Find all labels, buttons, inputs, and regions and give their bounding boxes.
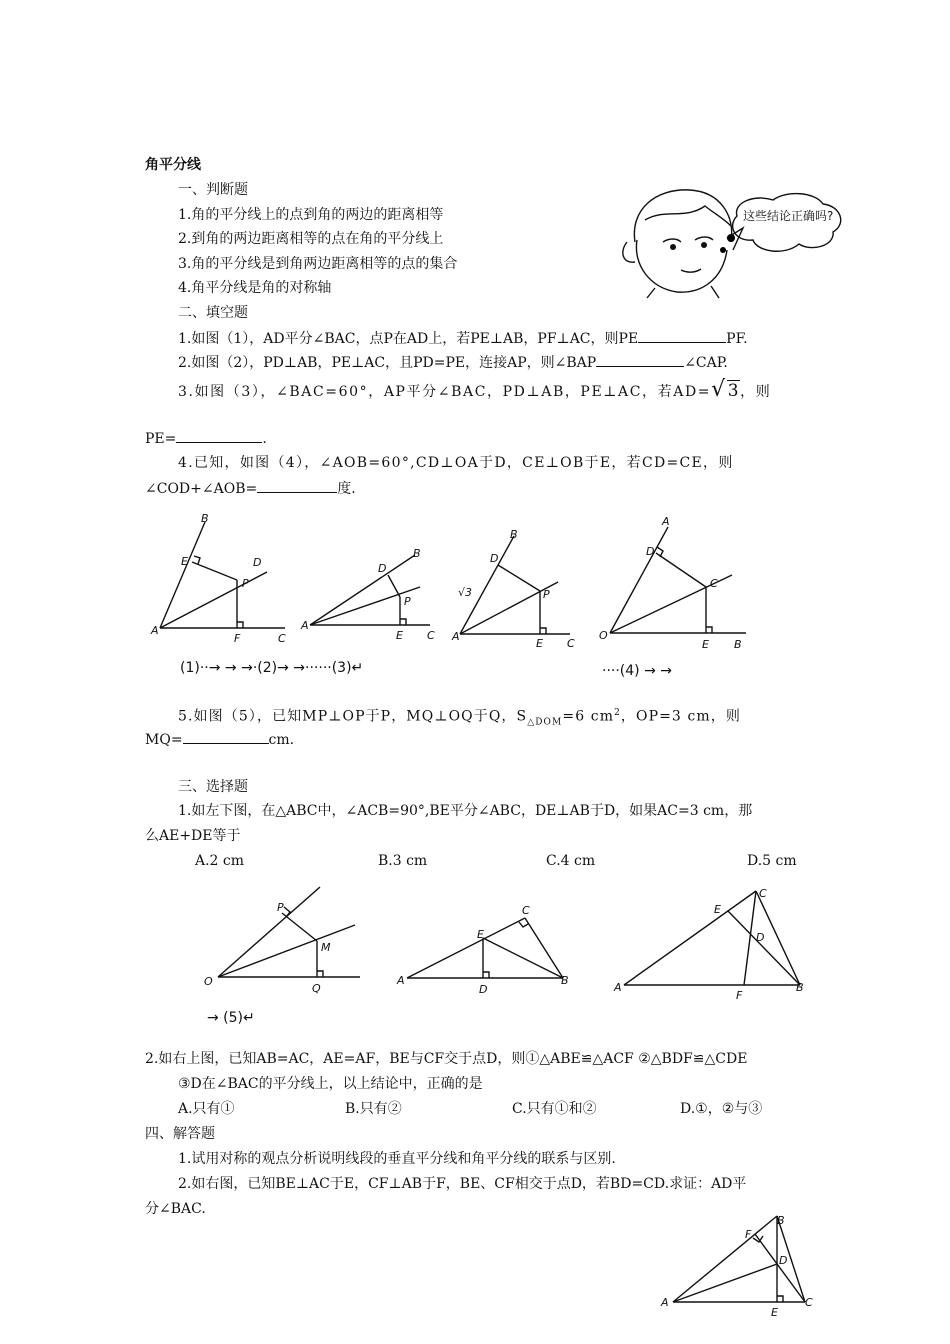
fill-q1: [178, 328, 748, 349]
choice-q2-option-c[interactable]: C.只有①和②: [512, 1101, 597, 1117]
fig1-label-F: F: [234, 632, 241, 645]
fig1-label-A: A: [151, 624, 159, 637]
tri1-label-C: C: [522, 904, 530, 917]
choice-q2-line2: ③D在∠BAC的平分线上，以上结论中，正确的是: [178, 1076, 483, 1092]
fill-q1-blank[interactable]: [638, 328, 726, 343]
fill-q5-line2: [145, 729, 294, 750]
section-2-heading: 二、填空题: [178, 305, 248, 321]
fill-q3-end: .: [262, 431, 267, 447]
figure-triangle-abc: [610, 885, 810, 1000]
sec1-item-3: 3.角的平分线是到角两边距离相等的点的集合: [178, 256, 458, 272]
answer-q2-line1: 2.如右图，已知BE⊥AC于E，CF⊥AB于F，BE、CF相交于点D，若BD=CD.求证：AD平: [178, 1176, 747, 1192]
fig3-label-B: B: [510, 528, 518, 541]
cartoon-figure-illustration: [615, 180, 855, 300]
fill-q3-blank[interactable]: [176, 428, 262, 443]
tri1-label-A: A: [397, 974, 405, 987]
fig4-label-D: D: [646, 545, 655, 558]
sec1-item-2: 2.到角的两边距离相等的点在角的平分线上: [178, 231, 444, 247]
fig4-label-O: O: [599, 629, 608, 642]
fill-q3: [178, 377, 772, 402]
tri2-label-D: D: [756, 931, 765, 944]
fill-q4-line2: [145, 478, 356, 499]
choice-q2-option-a[interactable]: A.只有①: [178, 1101, 235, 1117]
fig-caption-5: → (5)↵: [207, 1010, 255, 1026]
fig-caption-1-3: (1)··→ → →·(2)→ →······(3)↵: [180, 660, 364, 676]
choice-q1-option-b[interactable]: B.3 cm: [378, 853, 428, 869]
fill-q1-text: 1.如图（1），AD平分∠BAC，点P在AD上，若PE⊥AB，PF⊥AC，则PE: [178, 331, 639, 347]
fig4-label-E: E: [702, 638, 709, 651]
fill-q5-text: 5.如图（5），已知MP⊥OP于P，MQ⊥OQ于Q，S: [178, 708, 528, 725]
fig5-label-O: O: [204, 975, 213, 988]
fig2-label-C: C: [427, 629, 435, 642]
fill-q2-end: ∠CAP.: [684, 355, 728, 371]
fig5-label-P: P: [277, 901, 284, 914]
proof-label-E: E: [771, 1306, 778, 1319]
choice-q1-option-c[interactable]: C.4 cm: [546, 853, 596, 869]
figure-4: [598, 515, 758, 650]
fig2-label-D: D: [378, 562, 387, 575]
proof-label-F: F: [745, 1228, 752, 1241]
fill-q5-end: cm.: [268, 732, 295, 748]
fig2-label-E: E: [396, 629, 403, 642]
tri1-label-E: E: [477, 928, 484, 941]
fig5-label-Q: Q: [312, 982, 321, 995]
choice-q1-option-d[interactable]: D.5 cm: [747, 853, 797, 869]
fig3-label-A: A: [452, 630, 460, 643]
choice-q2-option-d[interactable]: D.①，②与③: [680, 1101, 763, 1117]
fill-q3-text: 3.如图（3），∠BAC=60°，AP平分∠BAC，PD⊥AB，PE⊥AC，若AD=: [178, 384, 712, 400]
figure-1: [145, 510, 295, 645]
fill-q1-end: PF.: [726, 331, 748, 347]
section-3-heading: 三、选择题: [178, 779, 248, 795]
fill-q5-area: =6 cm: [562, 708, 615, 725]
sec1-item-1: 1.角的平分线上的点到角的两边的距离相等: [178, 207, 444, 223]
proof-label-D: D: [779, 1254, 788, 1267]
fig3-label-D: D: [490, 552, 499, 565]
fill-q2-blank[interactable]: [596, 352, 684, 367]
section-1-heading: 一、判断题: [178, 182, 248, 198]
fill-q5-sup: 2: [614, 708, 621, 718]
page-title: 角平分线: [145, 157, 201, 173]
fig1-label-D: D: [253, 556, 262, 569]
answer-q1: 1.试用对称的观点分析说明线段的垂直平分线和角平分线的联系与区别.: [178, 1151, 616, 1167]
fig2-label-B: B: [413, 547, 421, 560]
choice-q2-option-b[interactable]: B.只有②: [345, 1101, 402, 1117]
proof-label-C: C: [805, 1296, 813, 1309]
fill-q5-sub: △DOM: [527, 717, 563, 728]
tri2-label-E: E: [714, 903, 721, 916]
fig1-label-B: B: [201, 512, 209, 525]
answer-q2-line2: 分∠BAC.: [145, 1201, 206, 1217]
section-4-heading: 四、解答题: [145, 1126, 215, 1142]
fig4-label-C: C: [710, 577, 718, 590]
tri2-label-C: C: [759, 887, 767, 900]
tri2-label-A: A: [614, 981, 622, 994]
choice-q1-line1: 1.如左下图，在△ABC中，∠ACB=90°,BE平分∠ABC，DE⊥AB于D，如果AC=3 cm，那: [178, 803, 753, 819]
thought-bubble-text: 这些结论正确吗?: [743, 209, 834, 223]
sec1-item-4: 4.角平分线是角的对称轴: [178, 280, 332, 296]
figure-right-triangle: [395, 900, 575, 1000]
choice-q2-line1: 2.如右上图，已知AB=AC，AE=AF，BE与CF交于点D，则①△ABE≌△ACF ②△BDF≌△CDE: [145, 1051, 748, 1067]
sqrt-value: 3: [727, 381, 741, 401]
fig1-label-P: P: [242, 577, 249, 590]
sqrt-symbol: √: [711, 377, 727, 402]
fill-q4: 4.已知，如图（4），∠AOB=60°,CD⊥OA于D，CE⊥OB于E，若CD=CE，则: [178, 455, 734, 471]
tri2-label-B: B: [796, 981, 804, 994]
fig1-label-E: E: [181, 555, 188, 568]
fig4-label-A: A: [662, 515, 670, 528]
fig3-label-P: P: [543, 588, 550, 601]
fig5-label-M: M: [321, 941, 331, 954]
figure-3: [450, 530, 585, 650]
fill-q4-sum: ∠COD+∠AOB=: [145, 481, 258, 497]
fill-q3-pe: PE=: [145, 431, 177, 447]
fig3-label-root3: √3: [458, 586, 473, 599]
fill-q5-mq: MQ=: [145, 732, 183, 748]
fill-q4-blank[interactable]: [257, 478, 337, 493]
fig2-label-A: A: [301, 619, 309, 632]
fig3-label-C: C: [567, 637, 575, 650]
proof-label-B: B: [777, 1214, 785, 1227]
choice-q1-option-a[interactable]: A.2 cm: [195, 853, 245, 869]
fill-q5-op: ，OP=3 cm，则: [620, 708, 742, 725]
figure-5: [200, 885, 365, 1000]
fig3-label-E: E: [536, 637, 543, 650]
fig1-label-C: C: [278, 632, 286, 645]
figure-proof: [655, 1210, 820, 1335]
tri1-label-D: D: [479, 983, 488, 996]
fill-q3-then: ，则: [740, 384, 772, 400]
tri1-label-B: B: [561, 974, 569, 987]
fig4-label-B: B: [734, 638, 742, 651]
fill-q4-end: 度.: [337, 481, 356, 497]
proof-label-A: A: [661, 1296, 669, 1309]
fig2-label-P: P: [404, 595, 411, 608]
figure-2: [300, 545, 440, 650]
fill-q2: [178, 352, 728, 373]
fill-q3-line2: [145, 428, 267, 449]
fill-q2-text: 2.如图（2），PD⊥AB，PE⊥AC，且PD=PE，连接AP，则∠BAP: [178, 355, 597, 371]
choice-q1-line2: 么AE+DE等于: [145, 828, 241, 844]
fill-q5-blank[interactable]: [183, 729, 269, 744]
tri2-label-F: F: [736, 989, 743, 1002]
fig-caption-4: ····(4) → →: [602, 663, 672, 679]
